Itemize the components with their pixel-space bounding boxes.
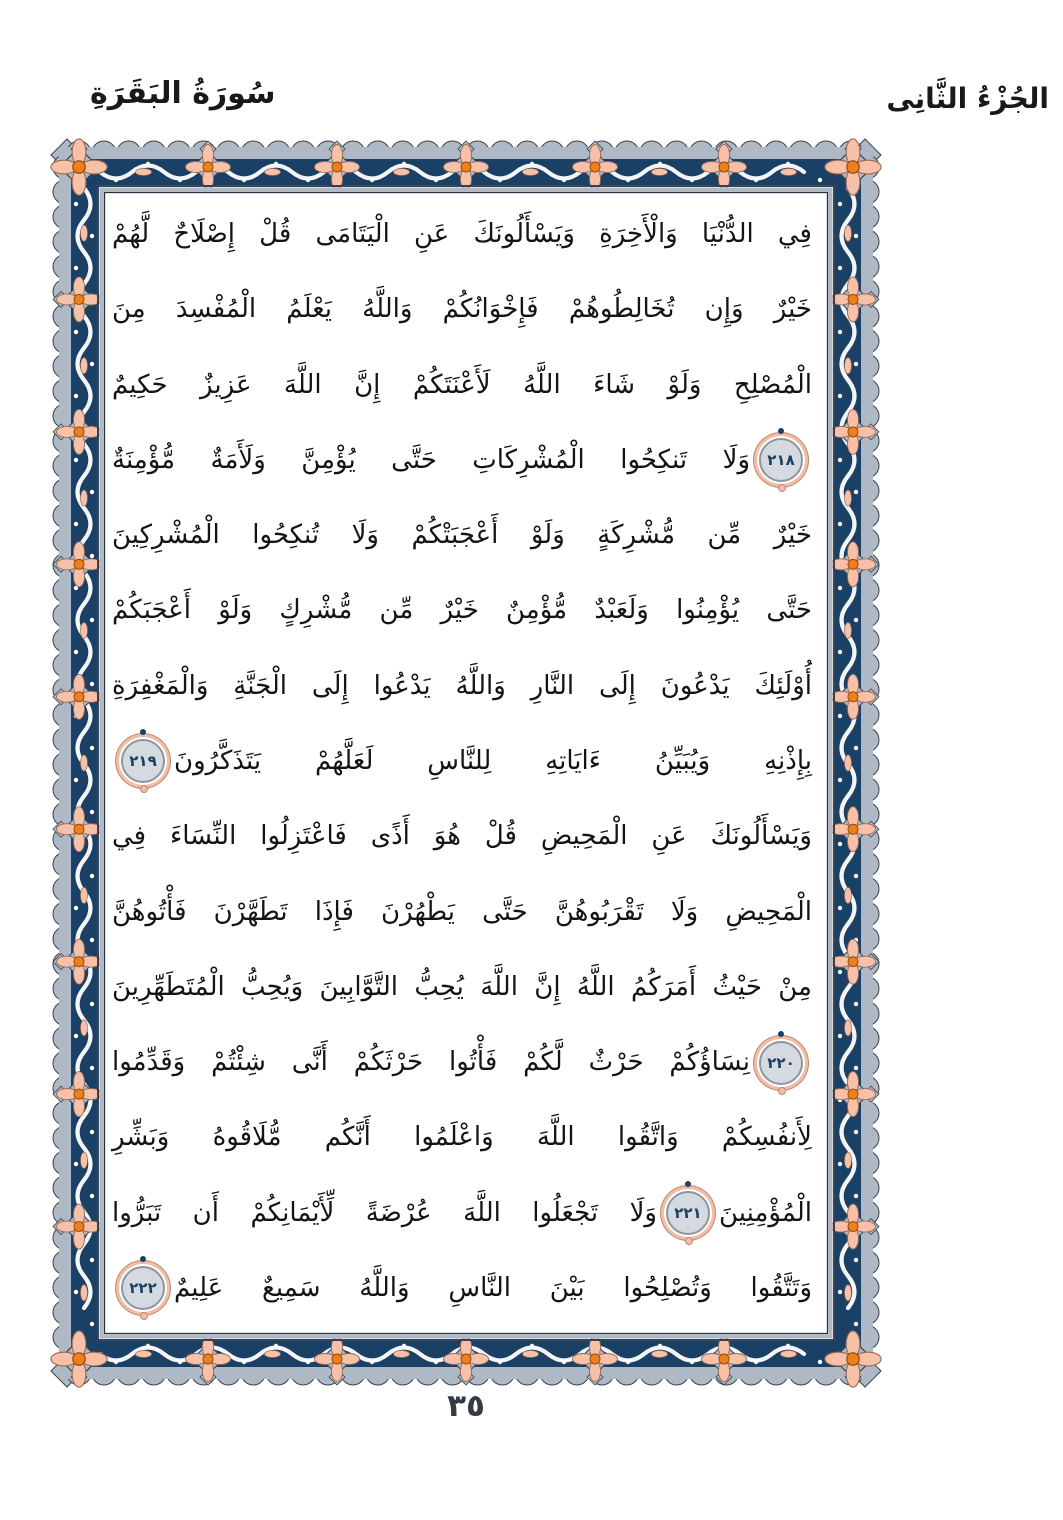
surah-name-header: سُورَةُ البَقَرَةِ [90,76,276,111]
quran-text: حَتَّى يُؤْمِنُوا وَلَعَبْدٌ مُّؤْمِنٌ خَيْرٌ مِّن مُّشْرِكٍ وَلَوْ أَعْجَبَكُمْ [112,595,812,626]
quran-text-line [112,349,812,421]
verse-number-marker [759,1041,803,1085]
juz-name-header: الجُزْءُ الثَّانِى [886,82,1049,115]
quran-text-line [112,273,812,345]
verse-number: ٢٢٢ [129,1279,157,1298]
page-number: ٣٥ [447,1388,485,1424]
quran-text-line [112,499,812,571]
verse-number-marker [121,1266,165,1310]
quran-text: الْمُؤْمِنِينَ [718,1197,812,1228]
quran-text-line [112,574,812,646]
quran-text-line [112,424,812,496]
quran-text-line [112,951,812,1023]
quran-text-line [112,1177,812,1249]
quran-text-line [112,198,812,270]
verse-number: ٢١٩ [129,752,157,771]
quran-text-line [112,876,812,948]
quran-text-line [112,650,812,722]
quran-text: لِأَنفُسِكُمْ وَاتَّقُوا اللَّهَ وَاعْلَمُوا أَنَّكُم مُّلَاقُوهُ وَبَشِّرِ [112,1122,812,1153]
quran-text: بِإِذْنِهِ وَيُبَيِّنُ ءَايَاتِهِ لِلنَّاسِ لَعَلَّهُمْ يَتَذَكَّرُونَ [174,745,812,776]
verse-number-marker [666,1191,710,1235]
quran-text: وَلَا تَجْعَلُوا اللَّهَ عُرْضَةً لِّأَيْمَانِكُمْ أَن تَبَرُّوا [112,1197,657,1228]
quran-text: أُوْلَئِكَ يَدْعُونَ إِلَى النَّارِ وَاللَّهُ يَدْعُوا إِلَى الْجَنَّةِ وَالْمَغْفِرَةِ [112,670,812,701]
quran-text: وَتَتَّقُوا وَتُصْلِحُوا بَيْنَ النَّاسِ وَاللَّهُ سَمِيعٌ عَلِيمٌ [174,1272,812,1303]
quran-text-line [112,800,812,872]
quran-text: مِنْ حَيْثُ أَمَرَكُمُ اللَّهُ إِنَّ اللَّهَ يُحِبُّ التَّوَّابِينَ وَيُحِبُّ الْمُتَطَهِّرِينَ [112,971,812,1002]
quran-text: الْمَحِيضِ وَلَا تَقْرَبُوهُنَّ حَتَّى يَطْهُرْنَ فَإِذَا تَطَهَّرْنَ فَأْتُوهُنَّ [112,896,812,927]
quran-text: الْمُصْلِحِ وَلَوْ شَاءَ اللَّهُ لَأَعْنَتَكُمْ إِنَّ اللَّهَ عَزِيزٌ حَكِيمٌ [112,369,812,400]
quran-text-line [112,1252,812,1324]
quran-text: وَيَسْأَلُونَكَ عَنِ الْمَحِيضِ قُلْ هُوَ أَذًى فَاعْتَزِلُوا النِّسَاءَ فِي [112,821,812,852]
quran-text: خَيْرٌ مِّن مُّشْرِكَةٍ وَلَوْ أَعْجَبَتْكُمْ وَلَا تُنكِحُوا الْمُشْرِكِينَ [112,520,812,551]
quran-text: نِسَاؤُكُمْ حَرْثٌ لَّكُمْ فَأْتُوا حَرْثَكُمْ أَنَّى شِئْتُمْ وَقَدِّمُوا [112,1047,750,1078]
quran-text: وَلَا تَنكِحُوا الْمُشْرِكَاتِ حَتَّى يُؤْمِنَّ وَلَأَمَةٌ مُّؤْمِنَةٌ [112,444,750,475]
verse-number-marker [121,739,165,783]
quran-text-block [112,198,812,1324]
quran-text: فِي الدُّنْيَا وَالْأَخِرَةِ وَيَسْأَلُونَكَ عَنِ الْيَتَامَى قُلْ إِصْلَاحٌ لَّهُمْ [112,219,812,249]
verse-number: ٢٢٠ [767,1053,795,1072]
verse-number-marker [759,438,803,482]
verse-number: ٢٢١ [674,1204,702,1223]
quran-text: خَيْرٌ وَإِن تُخَالِطُوهُمْ فَإِخْوَانُكُمْ وَاللَّهُ يَعْلَمُ الْمُفْسِدَ مِنَ [112,294,812,325]
quran-text-line [112,1026,812,1098]
quran-text-line [112,725,812,797]
verse-number: ٢١٨ [767,451,795,470]
quran-text-line [112,1101,812,1173]
